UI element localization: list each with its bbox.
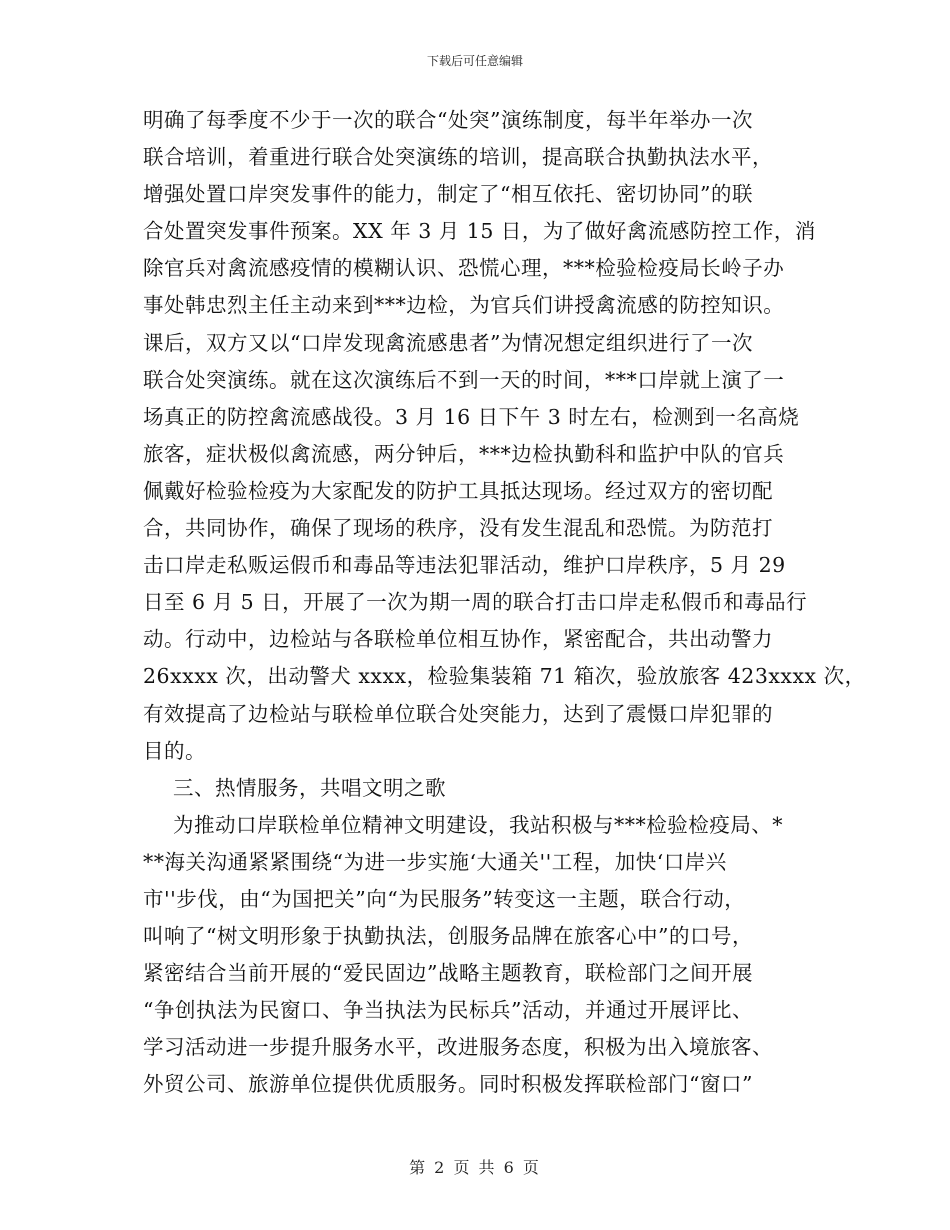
text-line: 明确了每季度不少于一次的联合“处突”演练制度，每半年举办一次: [143, 108, 753, 132]
text-line: 目的。: [143, 738, 206, 763]
text-line: 场真正的防控禽流感战役。3 月 16 日下午 3 时左右，检测到一名高烧: [143, 404, 800, 429]
text-line: 有效提高了边检站与联检单位联合处突能力，达到了震慑口岸犯罪的: [143, 701, 773, 726]
text-line: 增强处置口岸突发事件的能力，制定了“相互依托、密切协同”的联: [143, 182, 753, 207]
text-line: “争创执法为民窗口、争当执法为民标兵”活动，并通过开展评比、: [143, 998, 753, 1023]
text-line: 市''步伐，由“为国把关”向“为民服务”转变这一主题，联合行动，: [143, 886, 746, 911]
text-line: 佩戴好检验检疫为大家配发的防护工具抵达现场。经过双方的密切配: [143, 478, 773, 503]
text-line: 联合处突演练。就在这次演练后不到一天的时间，***口岸就上演了一: [143, 367, 785, 392]
text-line: 动。行动中，边检站与各联检单位相互协作，紧密配合，共出动警力: [143, 627, 773, 652]
text-line: 外贸公司、旅游单位提供优质服务。同时积极发挥联检部门“窗口”: [143, 1072, 753, 1097]
text-line: 除官兵对禽流感疫情的模糊认识、恐慌心理，***检验检疫局长岭子办: [143, 256, 785, 281]
text-line: 击口岸走私贩运假币和毒品等违法犯罪活动，维护口岸秩序，5 月 29: [143, 553, 786, 578]
text-line: 合处置突发事件预案。XX 年 3 月 15 日，为了做好禽流感防控工作，消: [143, 219, 816, 244]
page-header-note: 下载后可任意编辑: [426, 54, 523, 68]
text-line: 学习活动进一步提升服务水平，改进服务态度，积极为出入境旅客、: [143, 1035, 773, 1060]
text-line: 旅客，症状极似禽流感，两分钟后，***边检执勤科和监护中队的官兵: [143, 441, 785, 466]
document-body: [143, 102, 866, 1104]
text-line: 联合培训，着重进行联合处突演练的培训，提高联合执勤执法水平，: [143, 145, 773, 170]
text-line: 26xxxx 次，出动警犬 xxxx，检验集装箱 71 箱次，验放旅客 423xxxx 次，: [143, 664, 866, 689]
text-line: 课后，双方又以“口岸发现禽流感患者”为情况想定组织进行了一次: [143, 330, 753, 355]
text-line: 叫响了“树文明形象于执勤执法，创服务品牌在旅客心中”的口号，: [143, 924, 753, 949]
text-line: 为推动口岸联检单位精神文明建设，我站积极与***检验检疫局、*: [173, 812, 783, 837]
text-line: 合，共同协作，确保了现场的秩序，没有发生混乱和恐慌。为防范打: [143, 516, 773, 541]
text-line: 日至 6 月 5 日，开展了一次为期一周的联合打击口岸走私假币和毒品行: [143, 590, 808, 615]
text-line: 紧密结合当前开展的“爱民固边”战略主题教育，联检部门之间开展: [143, 961, 753, 986]
text-line: 事处韩忠烈主任主动来到***边检，为官兵们讲授禽流感的防控知识。: [143, 293, 785, 318]
page-number-footer: 第 2 页 共 6 页: [409, 1158, 541, 1177]
text-line: **海关沟通紧紧围绕“为进一步实施‘大通关''工程，加快‘口岸兴: [143, 849, 727, 874]
section-heading: 三、热情服务，共唱文明之歌: [173, 775, 446, 800]
